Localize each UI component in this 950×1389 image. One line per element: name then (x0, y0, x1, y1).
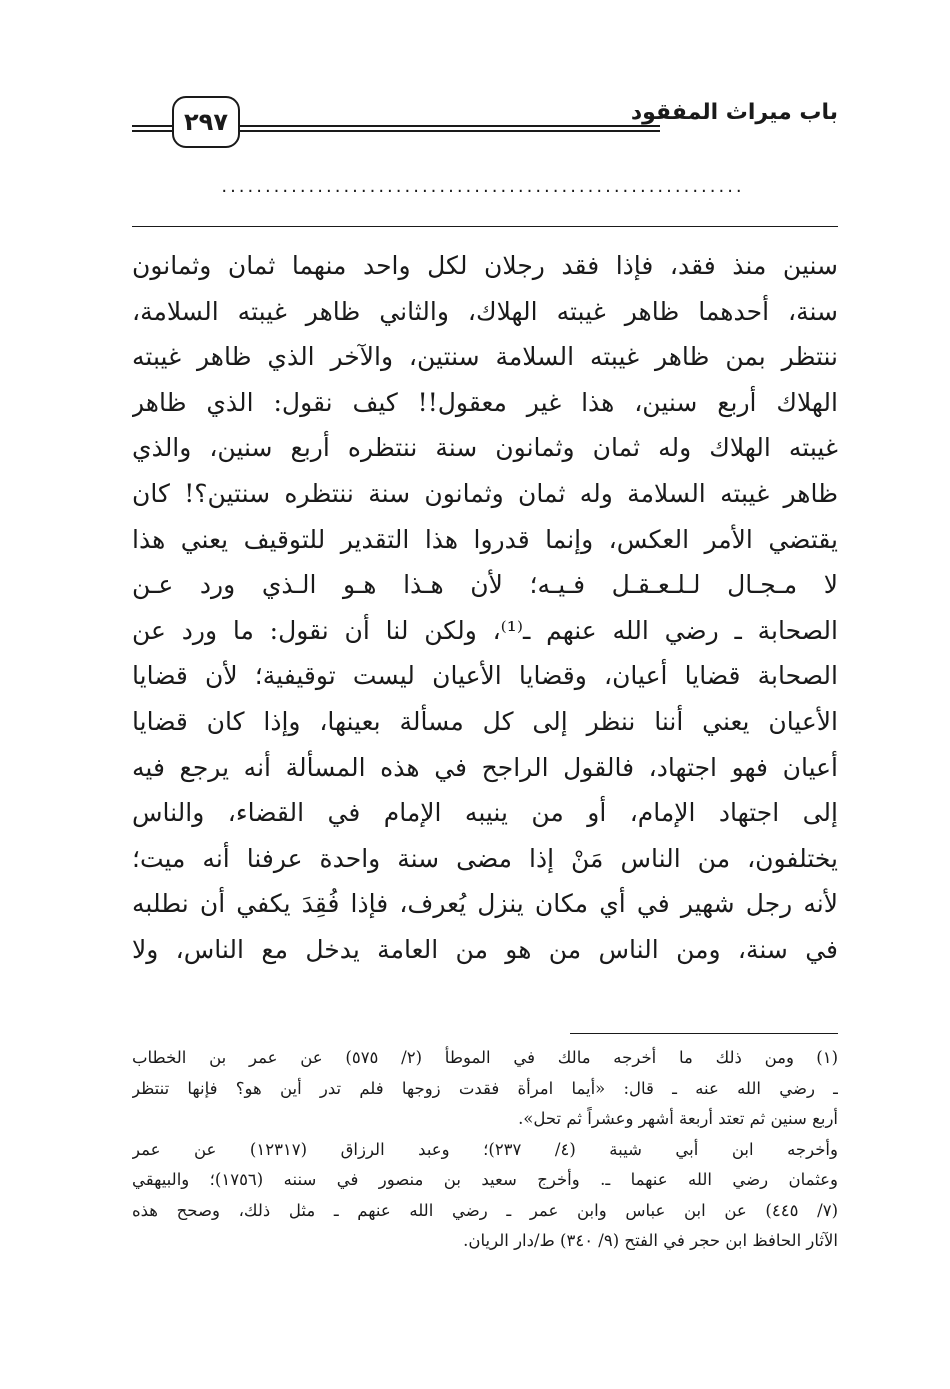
footnotes (132, 1043, 838, 1257)
text-line: الهلاك أربع سنين، هذا غير معقول!! كيف نقول: الذي ظاهر (132, 387, 838, 417)
footnote-line: (٧/ ٤٤٥) عن ابن عباس وابن عمر ـ رضي الله عنهم ـ مثل ذلك، وصحح هذه (132, 1200, 838, 1220)
footnote-line: وعثمان رضي الله عنهما ـ. وأخرج سعيد بن منصور في سننه (١٧٥٦)؛ والبيهقي (132, 1170, 838, 1189)
text-line: يختلفون، من الناس مَنْ إذا مضى سنة واحدة عرفنا أنه ميت؛ (132, 843, 838, 873)
footnote-number: (١) (816, 1048, 838, 1067)
running-header (132, 92, 838, 152)
text-line: ننتظر بمن ظاهر غيبته السلامة سنتين، والآخر الذي ظاهر غيبته (132, 342, 838, 372)
text-line: غيبته الهلاك وله ثمان وثمانون سنة ننتظره أربع سنين، والذي (132, 433, 838, 463)
footnote-line: ـ رضي الله عنه ـ قال: «أيما امرأة فقدت زوجها فلم تدر أين هو؟ فإنها تنتظر (132, 1078, 838, 1098)
footnote-line: الآثار الحافظ ابن حجر في الفتح (٩/ ٣٤٠) ط/دار الريان. (463, 1231, 838, 1250)
footnote-text: ومن ذلك ما أخرجه مالك في الموطأ (٢/ ٥٧٥) عن عمر بن الخطاب (132, 1048, 794, 1067)
text-line: إلى اجتهاد الإمام، أو من ينيبه الإمام في القضاء، والناس (132, 798, 838, 828)
text-line: الصحابة قضايا أعيان، وقضايا الأعيان ليست توقيفية؛ لأن قضايا (132, 661, 838, 691)
chapter-title: باب ميراث المفقود (630, 100, 838, 125)
text-line: سنين منذ فقد، فإذا فقد رجلان لكل واحد منهما ثمان وثمانون (132, 251, 838, 280)
text-line: لا مـجـال لـلـعـقـل فـيـه؛ لأن هـذا هـو الـذي ورد عـن (132, 570, 838, 600)
top-divider (132, 226, 838, 227)
text-line: ظاهر غيبته السلامة وله ثمان وثمانون سنة ننتظره سنتين؟! كان (132, 478, 838, 508)
text-line: أعيان فهو اجتهاد، فالقول الراجح في هذه المسألة أنه يرجع فيه (132, 752, 838, 782)
dotted-separator: ............................................................ (221, 176, 745, 197)
text-line: سنة، أحدهما ظاهر غيبته الهلاك، والثاني ظاهر غيبته السلامة، (132, 296, 838, 326)
text-line: يقتضي الأمر العكس، وإنما قدروا هذا التقدير للتوقيف يعني هذا (132, 524, 838, 554)
main-text (132, 243, 838, 973)
footnote-divider (570, 1033, 838, 1034)
page-number: ٢٩٧ (172, 96, 240, 148)
text-line: الصحابة ـ رضي الله عنهم ـ⁽¹⁾، ولكن لنا أن نقول: ما ورد عن (132, 615, 838, 645)
footnote-line (132, 1043, 838, 1074)
footnote-line: أربع سنين ثم تعتد أربعة أشهر وعشراً ثم تحل». (518, 1109, 838, 1128)
text-line: لأنه رجل شهير في أي مكان ينزل يُعرف، فإذا فُقِدَ يكفي أن نطلبه (132, 889, 838, 919)
text-line: الأعيان يعني أننا ننظر إلى كل مسألة بعينها، وإذا كان قضايا (132, 706, 838, 736)
footnote-line: وأخرجه ابن أبي شيبة (٤/ ٢٣٧)؛ وعبد الرزاق (١٢٣١٧) عن عمر (132, 1139, 838, 1159)
text-line: في سنة، ومن الناس من هو من العامة يدخل مع الناس، ولا (132, 934, 838, 964)
